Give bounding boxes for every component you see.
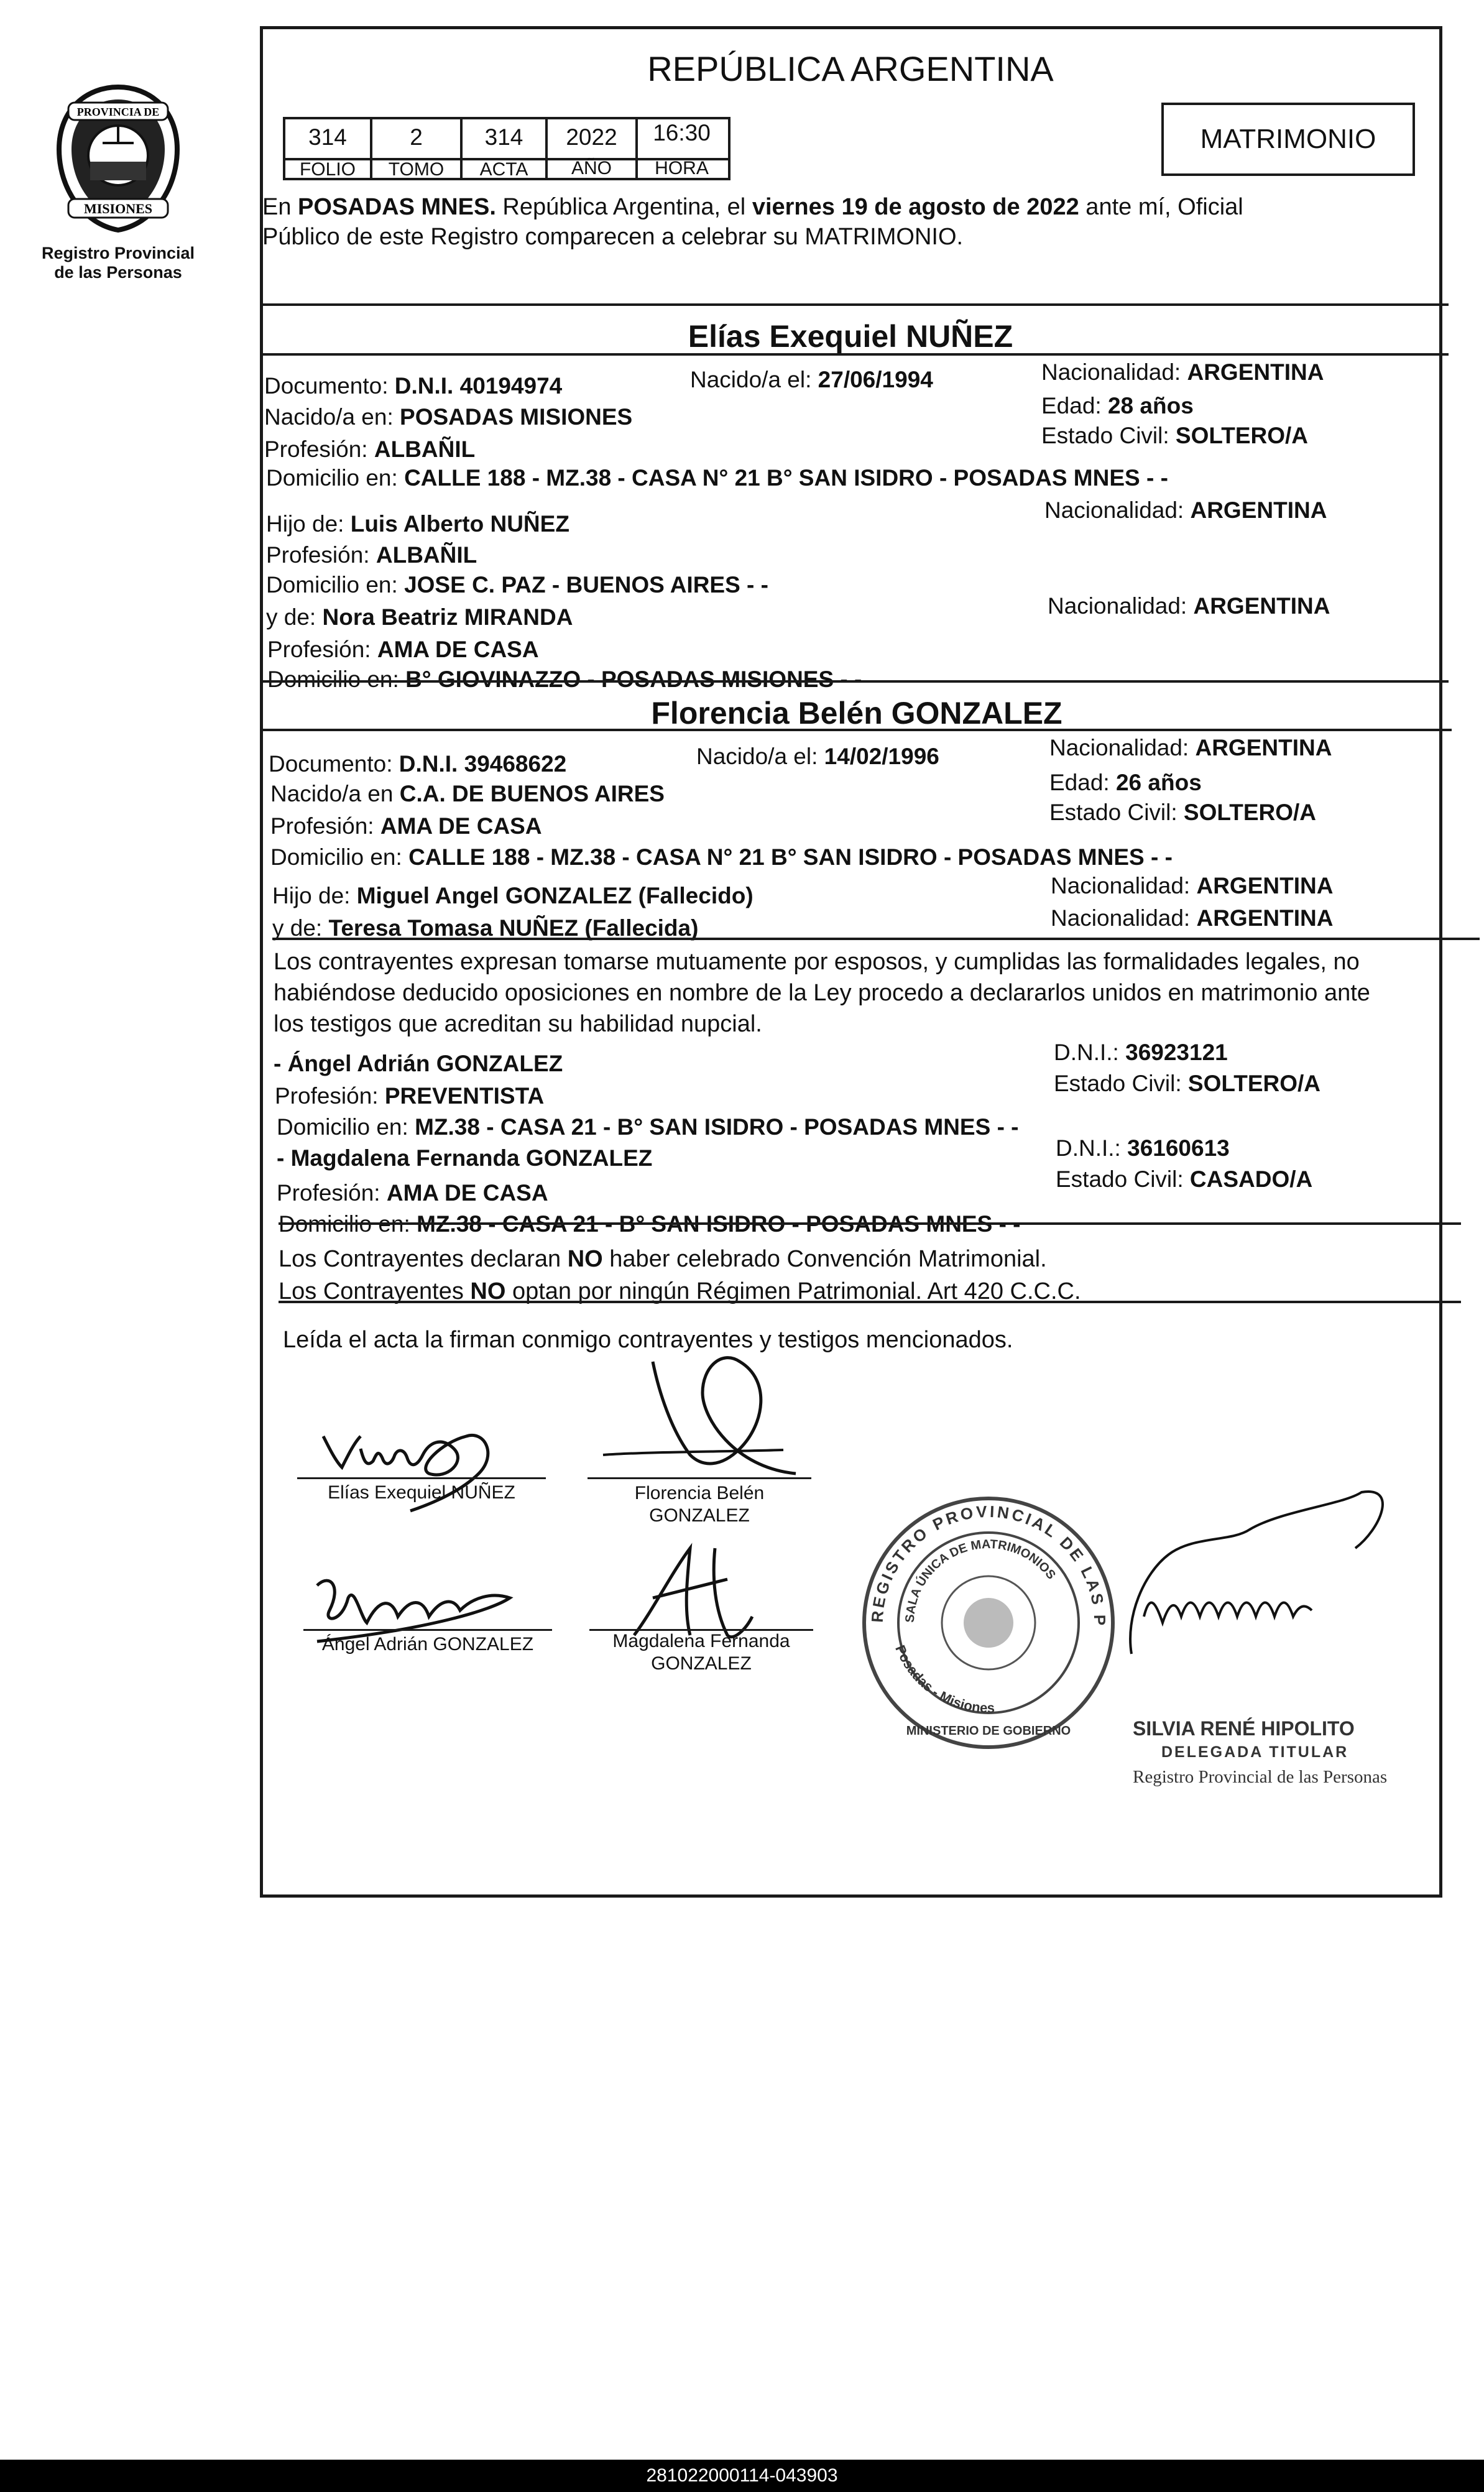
witness-2-address: Domicilio en: MZ.38 - CASA 21 - B° SAN ISIDRO - POSADAS MNES - - [279,1211,1021,1237]
witness-2-profession: Profesión: AMA DE CASA [277,1180,548,1206]
bride-document: Documento: D.N.I. 39468622 [269,751,567,777]
witness-2-name: - Magdalena Fernanda GONZALEZ [277,1145,653,1171]
year-label: AÑO [571,158,612,178]
bride-birthdate: Nacido/a el: 14/02/1996 [696,744,939,769]
bride-signature-label [588,1482,811,1527]
groom-civil-status: Estado Civil: SOLTERO/A [1041,423,1309,448]
tomo-label: TOMO [388,159,445,180]
bride-profession: Profesión: AMA DE CASA [270,813,542,839]
bride-father: Hijo de: Miguel Angel GONZALEZ (Fallecido) [272,883,754,908]
document-code-strip: 281022000114-043903 [0,2460,1484,2492]
province-seal-logo [44,81,193,236]
groom-address: Domicilio en: CALLE 188 - MZ.38 - CASA N° 21 B° SAN ISIDRO - POSADAS MNES - - [266,465,1168,491]
bride-nationality: Nacionalidad: ARGENTINA [1049,735,1332,760]
bride-signature-label-line1: Florencia Belén [634,1483,765,1503]
groom-father-nationality: Nacionalidad: ARGENTINA [1044,497,1327,523]
witness-2-civil-status: Estado Civil: CASADO/A [1056,1166,1313,1192]
bride-age: Edad: 26 años [1049,770,1202,795]
folio-label: FOLIO [299,159,356,180]
declaration-line-1: Los contrayentes expresan tomarse mutuamente por esposos, y cumplidas las formalidades legales, no [274,949,1360,975]
witness-1-name: - Ángel Adrián GONZALEZ [274,1051,563,1076]
groom-mother-profession: Profesión: AMA DE CASA [267,637,539,662]
groom-profession: Profesión: ALBAÑIL [264,436,476,462]
witness-2-signature-label [589,1630,813,1675]
folio-value: 314 [308,124,347,150]
bride-mother-nationality: Nacionalidad: ARGENTINA [1051,905,1334,931]
official-office: Registro Provincial de las Personas [1133,1767,1388,1787]
tomo-value: 2 [410,124,423,150]
regime-line-1: Los Contrayentes declaran NO haber celebrado Convención Matrimonial. [279,1246,1047,1272]
witness-2-signature-label-line2: GONZALEZ [651,1653,752,1674]
witness-2-dni: D.N.I.: 36160613 [1056,1135,1230,1161]
groom-nationality: Nacionalidad: ARGENTINA [1041,359,1324,385]
declaration-line-3: los testigos que acreditan su habilidad nupcial. [274,1011,762,1037]
witness-1-dni: D.N.I.: 36923121 [1054,1040,1228,1065]
groom-name: Elías Exequiel NUÑEZ [688,319,1013,354]
seal-text-bottom: MISIONES [83,201,153,216]
acta-label: ACTA [479,159,528,180]
witness-1-profession: Profesión: PREVENTISTA [275,1083,545,1109]
closing-statement: Leída el acta la firman conmigo contrayentes y testigos mencionados. [283,1327,1013,1353]
groom-father-address: Domicilio en: JOSE C. PAZ - BUENOS AIRES - - [266,572,768,598]
witness-1-signature-label: Ángel Adrián GONZALEZ [321,1634,534,1654]
groom-document: Documento: D.N.I. 40194974 [264,373,563,399]
bride-address: Domicilio en: CALLE 188 - MZ.38 - CASA N° 21 B° SAN ISIDRO - POSADAS MNES - - [270,844,1173,870]
stamp-inner-text: SALA ÚNICA DE MATRIMONIOS [903,1537,1059,1623]
groom-mother-nationality: Nacionalidad: ARGENTINA [1048,593,1330,619]
official-stamp [858,1492,1119,1753]
official-role: DELEGADA TITULAR [1161,1743,1349,1761]
hour-label: HORA [655,158,709,178]
groom-mother: y de: Nora Beatriz MIRANDA [266,604,573,630]
official-name: SILVIA RENÉ HIPOLITO [1133,1717,1355,1740]
groom-mother-address: Domicilio en: B° GIOVINAZZO - POSADAS MISIONES - - [267,667,862,692]
stamp-bottom-text: MINISTERIO DE GOBIERNO [906,1724,1071,1738]
bride-mother: y de: Teresa Tomasa NUÑEZ (Fallecida) [272,915,699,941]
registry-caption [25,244,211,282]
stamp-city-text: Posadas - Misiones [892,1643,995,1716]
act-type-box: MATRIMONIO [1161,103,1415,176]
groom-birthdate: Nacido/a el: 27/06/1994 [690,367,933,392]
bride-name: Florencia Belén GONZALEZ [651,696,1062,731]
regime-line-2: Los Contrayentes NO optan por ningún Régimen Patrimonial. Art 420 C.C.C. [279,1278,1081,1304]
stamp-outer-text: REGISTRO PROVINCIAL DE LAS P [867,1502,1110,1628]
groom-father: Hijo de: Luis Alberto NUÑEZ [266,511,569,537]
bride-signature-label-line2: GONZALEZ [649,1505,750,1526]
witness-1-address: Domicilio en: MZ.38 - CASA 21 - B° SAN ISIDRO - POSADAS MNES - - [277,1114,1019,1140]
bride-father-nationality: Nacionalidad: ARGENTINA [1051,873,1334,898]
intro-line-1: En POSADAS MNES. República Argentina, el viernes 19 de agosto de 2022 ante mí, Oficial [262,194,1243,220]
hour-value: 16:30 [653,120,711,145]
bride-signature [597,1343,802,1480]
year-value: 2022 [566,124,617,150]
groom-birthplace: Nacido/a en: POSADAS MISIONES [264,404,633,430]
seal-text-top: PROVINCIA DE [76,106,160,118]
svg-text:Posadas - Misiones [892,1643,995,1715]
groom-age: Edad: 28 años [1041,393,1194,418]
official-signature [1107,1480,1417,1685]
intro-line-2: Público de este Registro comparecen a celebrar su MATRIMONIO. [262,224,964,250]
groom-father-profession: Profesión: ALBAÑIL [266,542,477,568]
page-title: REPÚBLICA ARGENTINA [647,49,1054,88]
registry-caption-line1: Registro Provincial [41,244,195,262]
bride-birthplace: Nacido/a en C.A. DE BUENOS AIRES [270,781,665,806]
groom-signature [305,1411,553,1536]
acta-value: 314 [484,124,523,150]
groom-signature-label: Elías Exequiel NUÑEZ [328,1482,515,1503]
bride-civil-status: Estado Civil: SOLTERO/A [1049,800,1317,825]
declaration-line-2: habiéndose deducido oposiciones en nombre de la Ley procedo a declararlos unidos en matrimonio ante [274,980,1370,1006]
witness-2-signature-label-line1: Magdalena Fernanda [612,1631,790,1651]
registry-caption-line2: de las Personas [54,263,182,282]
witness-1-civil-status: Estado Civil: SOLTERO/A [1054,1071,1321,1096]
